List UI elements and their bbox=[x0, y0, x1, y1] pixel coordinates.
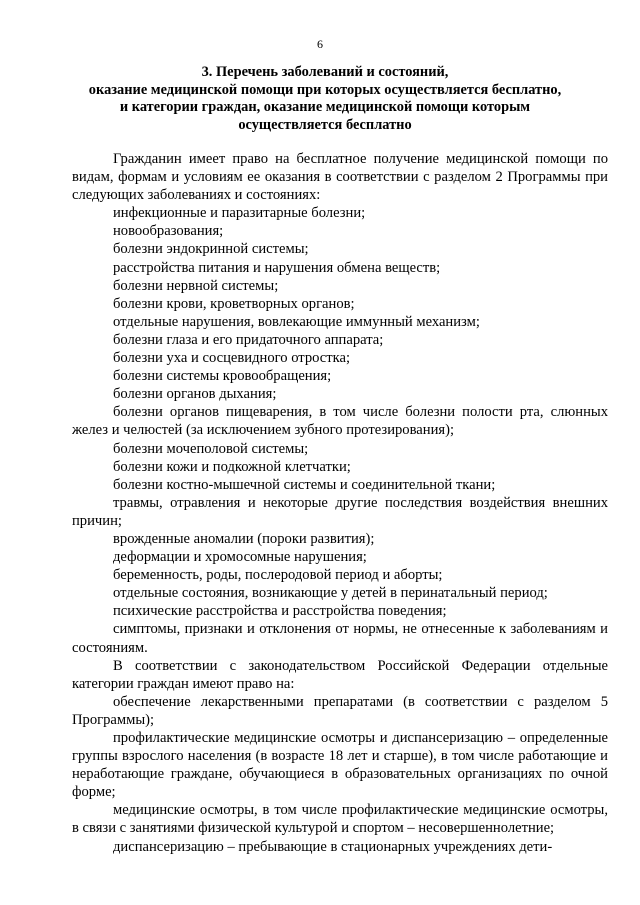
category-item: профилактические медицинские осмотры и диспансеризацию – определенные группы взрослого населения (в возрасте 18 лет и старше), в том числе работающие и неработающие граждане, обучающиеся в образовательных организациях по очной форме; bbox=[72, 730, 608, 801]
category-item: диспансеризацию – пребывающие в стационарных учреждениях дети- bbox=[113, 838, 553, 855]
list-item: болезни нервной системы; bbox=[113, 277, 279, 294]
heading-line: и категории граждан, оказание медицинской помощи которым bbox=[119, 99, 531, 115]
list-item: болезни эндокринной системы; bbox=[113, 241, 309, 258]
list-item: новообразования; bbox=[113, 223, 224, 240]
document-body bbox=[72, 150, 608, 856]
heading-line: оказание медицинской помощи при которых осуществляется бесплатно, bbox=[88, 81, 562, 98]
page-number: 6 bbox=[317, 37, 323, 51]
list-item: болезни кожи и подкожной клетчатки; bbox=[113, 458, 351, 475]
list-item: отдельные состояния, возникающие у детей в перинатальный период; bbox=[113, 585, 548, 602]
list-item: болезни крови, кроветворных органов; bbox=[113, 295, 355, 312]
list-item: психические расстройства и расстройства поведения; bbox=[113, 603, 447, 620]
list-item: беременность, роды, послеродовой период и аборты; bbox=[113, 567, 443, 584]
list-item: болезни системы кровообращения; bbox=[113, 368, 332, 385]
list-item: инфекционные и паразитарные болезни; bbox=[113, 205, 366, 222]
list-item: болезни мочеполовой системы; bbox=[113, 440, 309, 457]
section-heading bbox=[60, 64, 590, 134]
categories-paragraph: В соответствии с законодательством Российской Федерации отдельные категории граждан имеют право на: bbox=[72, 657, 608, 692]
list-item: болезни уха и сосцевидного отростка; bbox=[113, 350, 351, 367]
list-item: болезни костно-мышечной системы и соединительной ткани; bbox=[113, 476, 496, 493]
heading-line: 3. Перечень заболеваний и состояний, bbox=[201, 64, 449, 80]
list-item: деформации и хромосомные нарушения; bbox=[113, 549, 367, 566]
category-item: обеспечение лекарственными препаратами (в соответствии с разделом 5 Программы); bbox=[72, 693, 608, 728]
list-item: врожденные аномалии (пороки развития); bbox=[113, 530, 375, 547]
category-item: медицинские осмотры, в том числе профилактические медицинские осмотры, в связи с занятиями физической культурой и спортом – несовершеннолетние; bbox=[72, 802, 608, 837]
list-item: болезни органов дыхания; bbox=[113, 386, 277, 403]
list-item: расстройства питания и нарушения обмена веществ; bbox=[113, 259, 441, 276]
list-item: болезни глаза и его придаточного аппарата; bbox=[113, 331, 384, 348]
heading-line: осуществляется бесплатно bbox=[238, 116, 412, 133]
list-item: болезни органов пищеварения, в том числе болезни полости рта, слюнных желез и челюстей (за исключением зубного протезирования); bbox=[72, 404, 608, 439]
list-item: травмы, отравления и некоторые другие последствия воздействия внешних причин; bbox=[72, 494, 608, 529]
list-item: симптомы, признаки и отклонения от нормы, не отнесенные к заболеваниям и состояниям. bbox=[72, 621, 608, 656]
list-item: отдельные нарушения, вовлекающие иммунный механизм; bbox=[113, 313, 480, 330]
intro-paragraph: Гражданин имеет право на бесплатное получение медицинской помощи по видам, формам и условиям ее оказания в соответствии с разделом 2 Программы при следующих заболеваниях и состояниях: bbox=[72, 151, 608, 204]
